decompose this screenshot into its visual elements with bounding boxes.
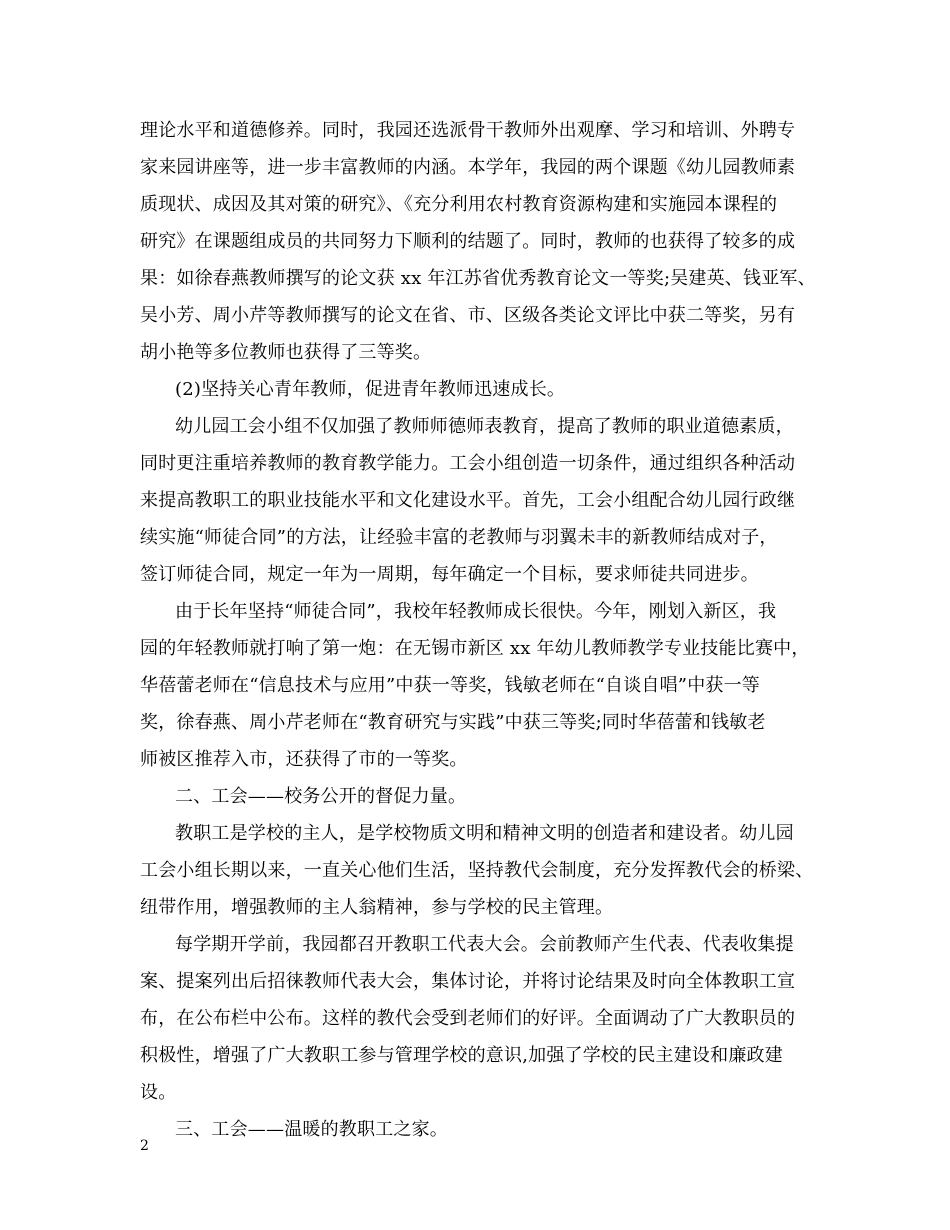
section-heading: (2)坚持关心青年教师，促进青年教师迅速成长。 bbox=[175, 379, 566, 400]
document-body bbox=[140, 112, 830, 1148]
text-line: 师被区推荐入市，还获得了市的一等奖。 bbox=[140, 749, 468, 770]
text-line: 华蓓蕾老师在“信息技术与应用”中获一等奖，钱敏老师在“自谈自唱”中获一等 bbox=[140, 675, 761, 696]
text-line: 纽带作用，增强教师的主人翁精神，参与学校的民主管理。 bbox=[140, 897, 614, 918]
text-line: 签订师徒合同，规定一年为一周期，每年确定一个目标，要求师徒共同进步。 bbox=[140, 564, 759, 585]
text-line: 教职工是学校的主人，是学校物质文明和精神文明的创造者和建设者。幼儿园 bbox=[175, 823, 794, 844]
text-line: 幼儿园工会小组不仅加强了教师师德师表教育，提高了教师的职业道德素质， bbox=[175, 416, 794, 437]
text-line: 续实施“师徒合同”的方法，让经验丰富的老教师与羽翼未丰的新教师结成对子， bbox=[140, 527, 778, 548]
text-line: 质现状、成因及其对策的研究》、《充分利用农村教育资源构建和实施园本课程的 bbox=[140, 194, 778, 215]
text-line: 每学期开学前，我园都召开教职工代表大会。会前教师产生代表、代表收集提 bbox=[175, 934, 794, 955]
text-line: 吴小芳、周小芹等教师撰写的论文在省、市、区级各类论文评比中获二等奖，另有 bbox=[140, 305, 796, 326]
text-line: 来提高教职工的职业技能水平和文化建设水平。首先，工会小组配合幼儿园行政继 bbox=[140, 490, 796, 511]
text-line: 胡小艳等多位教师也获得了三等奖。 bbox=[140, 342, 432, 363]
text-line: 园的年轻教师就打响了第一炮：在无锡市新区 xx 年幼儿教师教学专业技能比赛中， bbox=[140, 638, 810, 659]
text-line: 工会小组长期以来，一直关心他们生活，坚持教代会制度，充分发挥教代会的桥梁、 bbox=[140, 860, 814, 881]
page-number: 2 bbox=[140, 1138, 149, 1154]
text-line: 理论水平和道德修养。同时，我园还选派骨干教师外出观摩、学习和培训、外聘专 bbox=[140, 120, 796, 141]
text-line: 果：如徐春燕教师撰写的论文获 xx 年江苏省优秀教育论文一等奖;吴建英、钱亚军、 bbox=[140, 268, 816, 289]
text-line: 同时更注重培养教师的教育教学能力。工会小组创造一切条件，通过组织各种活动 bbox=[140, 453, 796, 474]
text-line: 家来园讲座等，进一步丰富教师的内涵。本学年，我园的两个课题《幼儿园教师素 bbox=[140, 157, 796, 178]
text-line: 设。 bbox=[140, 1082, 177, 1103]
text-line: 积极性，增强了广大教职工参与管理学校的意识,加强了学校的民主建设和廉政建 bbox=[140, 1045, 783, 1066]
text-line: 布，在公布栏中公布。这样的教代会受到老师们的好评。全面调动了广大教职员的 bbox=[140, 1008, 796, 1029]
section-heading: 三、工会——温暖的教职工之家。 bbox=[175, 1119, 448, 1140]
text-line: 由于长年坚持“师徒合同”，我校年轻教师成长很快。今年，刚划入新区，我 bbox=[175, 601, 777, 622]
text-line: 案、提案列出后招徕教师代表大会，集体讨论，并将讨论结果及时向全体教职工宣 bbox=[140, 971, 796, 992]
section-heading: 二、工会——校务公开的督促力量。 bbox=[175, 786, 467, 807]
text-line: 奖，徐春燕、周小芹老师在“教育研究与实践”中获三等奖;同时华蓓蕾和钱敏老 bbox=[140, 712, 766, 733]
text-line: 研究》在课题组成员的共同努力下顺利的结题了。同时，教师的也获得了较多的成 bbox=[140, 231, 796, 252]
